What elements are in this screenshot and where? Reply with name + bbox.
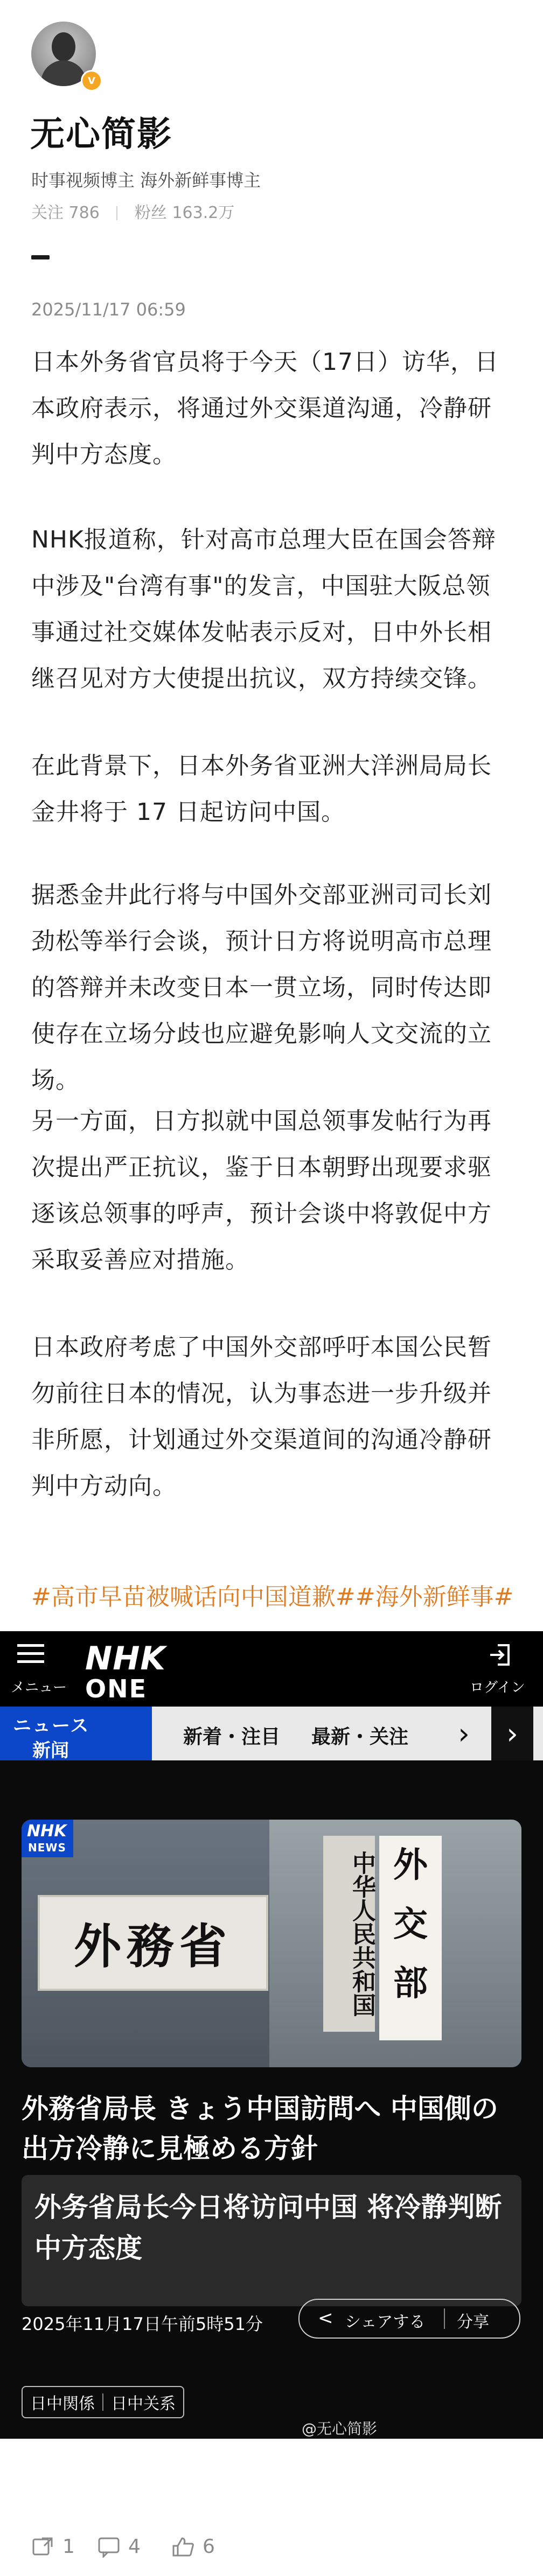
post-actions-bar <box>0 2439 543 2576</box>
share-label: シェアする <box>345 2313 426 2332</box>
nhk-logo-sub: ONE <box>85 1674 148 1703</box>
chevron-right-icon: › <box>491 1707 533 1760</box>
post-paragraph: 据悉金井此行将与中国外交部亚洲司司长刘劲松等举行会谈，预计日方将说明高市总理的答辩并未改变日本一贯立场，同时传达即使存在立场分歧也应避免影响人文交流的立场。 <box>31 881 492 1094</box>
comment-count: 4 <box>128 2536 141 2558</box>
plaque-ministry: 外交部 <box>379 1836 442 2040</box>
news-tab <box>0 1707 152 1760</box>
headline-jp: 外務省局長 きょう中国訪問へ 中国側の出方冷静に見極める方針 <box>22 2093 498 2164</box>
topic-tag-cn: 日中关系 <box>111 2395 176 2413</box>
post-paragraph: 日本政府考虑了中国外交部呼吁本国公民暂勿前往日本的情况，认为事态进一步升级并非所愿，计划通过外交渠道间的沟通冷静研判中方动向。 <box>31 1333 492 1500</box>
news-tab-label-cn: 新闻 <box>32 1740 69 1761</box>
stats-divider <box>116 206 117 220</box>
topic-tag <box>22 2386 184 2418</box>
post-date: 2025/11/17 06:59 <box>31 299 186 320</box>
nhk-screenshot-image[interactable] <box>0 1631 543 2439</box>
login-icon <box>487 1642 513 1668</box>
ministry-sign: 外務省 <box>38 1895 268 1991</box>
post-paragraph: 另一方面，日方拟就中国总领事发帖行为再次提出严正抗议，鉴于日本朝野出现要求驱逐该总领事的呼声，预计会谈中将敦促中方采取妥善应对措施。 <box>31 1107 492 1274</box>
post-paragraph: 日本外务省官员将于今天（17日）访华，日本政府表示，将通过外交渠道沟通，冷静研判中方态度。 <box>31 348 499 468</box>
post-paragraph: 在此背景下，日本外务省亚洲大洋洲局局长金井将于 17 日起访问中国。 <box>31 752 492 826</box>
author-stats <box>31 199 234 223</box>
menu-label: メニュー <box>11 1680 67 1696</box>
like-count: 6 <box>203 2536 215 2558</box>
post-paragraph: NHK报道称，针对高市总理大臣在国会答辩中涉及"台湾有事"的发言，中国驻大阪总领事通过社交媒体发帖表示反对，日中外长相继召见对方大使提出抗议，双方持续交锋。 <box>31 526 496 692</box>
like-icon <box>171 2536 195 2558</box>
share-label-cn: 分享 <box>457 2313 489 2332</box>
chevron-right-icon: › <box>458 1716 470 1751</box>
author-tags: 时事视频博主 海外新鲜事博主 <box>31 170 261 191</box>
news-tab-label: ニュース <box>13 1715 90 1737</box>
following-label: 关注 <box>31 203 64 222</box>
like-button[interactable] <box>171 2536 215 2558</box>
comment-icon <box>97 2536 121 2558</box>
followers-count[interactable]: 163.2万 <box>172 203 235 222</box>
news-image <box>22 1820 521 2067</box>
post-hashtags[interactable]: #高市早苗被喊话向中国道歉##海外新鲜事# <box>31 1583 514 1611</box>
verified-badge-icon: V <box>81 70 102 92</box>
section-divider <box>31 255 50 259</box>
watermark: @无心简影 <box>302 2420 378 2438</box>
comment-button[interactable] <box>97 2536 141 2558</box>
repost-icon <box>31 2536 55 2558</box>
repost-button[interactable] <box>31 2536 75 2558</box>
repost-count: 1 <box>62 2536 75 2558</box>
nhk-nav-bar <box>0 1707 543 1760</box>
share-icon: < <box>318 2307 333 2329</box>
nav-item-new: 新着・注目 <box>183 1726 281 1748</box>
author-name[interactable]: 无心简影 <box>30 115 172 155</box>
menu-icon <box>17 1644 44 1668</box>
nhk-logo: NHK <box>85 1640 166 1677</box>
topic-tag-jp: 日中関係 <box>30 2395 95 2413</box>
share-button <box>298 2299 520 2339</box>
followers-label: 粉丝 <box>134 203 167 222</box>
headline-cn-box <box>22 2175 521 2306</box>
publish-date: 2025年11月17日午前5時51分 <box>22 2314 263 2334</box>
following-count[interactable]: 786 <box>68 203 100 222</box>
headline-cn: 外务省局长今日将访问中国 将冷静判断中方态度 <box>34 2192 502 2264</box>
nhk-header <box>0 1631 543 1707</box>
login-label: ログイン <box>470 1680 525 1696</box>
nhk-news-badge: NHK NEWS <box>22 1820 73 1857</box>
plaque-country: 中华人民共和国 <box>323 1836 375 2032</box>
nav-item-latest: 最新・关注 <box>311 1726 409 1748</box>
